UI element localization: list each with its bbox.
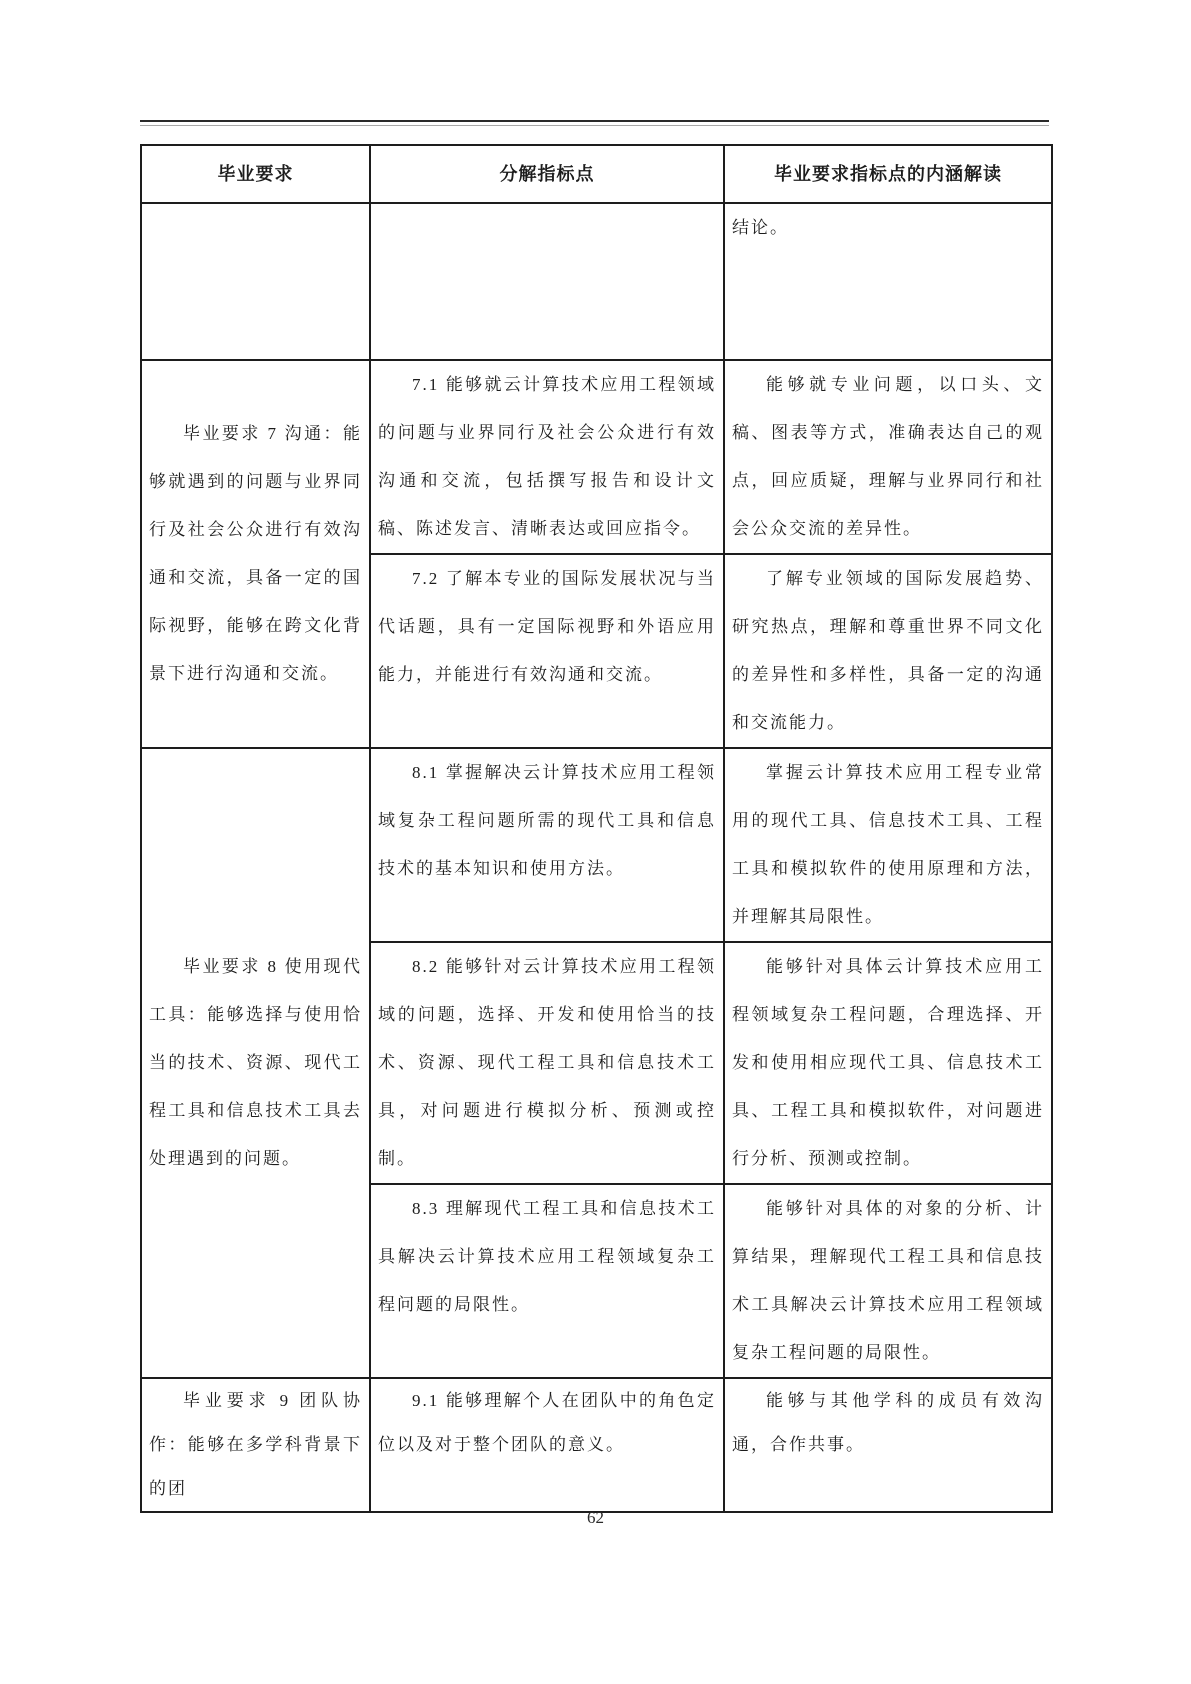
- row-indicator-9-1: [141, 1378, 1052, 1512]
- indicator-7-2-cell: [370, 554, 724, 748]
- requirement-8-cell: [141, 748, 370, 1378]
- col-header-interpretation: 毕业要求指标点的内涵解读: [724, 145, 1052, 203]
- indicator-8-3-cell: [370, 1184, 724, 1378]
- requirement-9-cell: [141, 1378, 370, 1512]
- indicator-8-2-cell: [370, 942, 724, 1184]
- requirement-7-cell: [141, 360, 370, 748]
- interpretation-8-2-text: 能够针对具体云计算技术应用工程领域复杂工程问题，合理选择、开发和使用相应现代工具、信息技术工具、工程工具和模拟软件，对问题进行分析、预测或控制。: [732, 957, 1044, 1168]
- interpretation-9-1-text: 能够与其他学科的成员有效沟通，合作共事。: [732, 1391, 1044, 1454]
- graduation-requirements-table: [140, 144, 1053, 1513]
- carryover-row: [141, 203, 1052, 360]
- interpretation-7-1-text: 能够就专业问题，以口头、文稿、图表等方式，准确表达自己的观点，回应质疑，理解与业界同行和社会公众交流的差异性。: [732, 375, 1044, 538]
- indicator-9-1-cell: [370, 1378, 724, 1512]
- interpretation-7-2-text: 了解专业领域的国际发展趋势、研究热点，理解和尊重世界不同文化的差异性和多样性，具备一定的沟通和交流能力。: [732, 569, 1044, 732]
- indicator-7-2-text: 7.2 了解本专业的国际发展状况与当代话题，具有一定国际视野和外语应用能力，并能进行有效沟通和交流。: [378, 569, 716, 684]
- interpretation-7-2-cell: [724, 554, 1052, 748]
- interpretation-9-1-cell: [724, 1378, 1052, 1512]
- interpretation-7-1-cell: [724, 360, 1052, 554]
- requirement-8-text: 毕业要求 8 使用现代工具：能够选择与使用恰当的技术、资源、现代工程工具和信息技术工具去处理遇到的问题。: [149, 957, 362, 1168]
- interpretation-8-1-text: 掌握云计算技术应用工程专业常用的现代工具、信息技术工具、工程工具和模拟软件的使用原理和方法，并理解其局限性。: [732, 763, 1044, 926]
- indicator-9-1-text: 9.1 能够理解个人在团队中的角色定位以及对于整个团队的意义。: [378, 1391, 716, 1454]
- interpretation-8-3-text: 能够针对具体的对象的分析、计算结果，理解现代工程工具和信息技术工具解决云计算技术应用工程领域复杂工程问题的局限性。: [732, 1199, 1044, 1362]
- table-header-row: [141, 145, 1052, 203]
- requirement-9-text: 毕业要求 9 团队协作：能够在多学科背景下的团: [149, 1391, 362, 1498]
- interpretation-8-3-cell: [724, 1184, 1052, 1378]
- carryover-interpretation-text: 结论。: [732, 218, 789, 237]
- col-header-requirement: 毕业要求: [141, 145, 370, 203]
- interpretation-8-1-cell: [724, 748, 1052, 942]
- col-header-indicator: 分解指标点: [370, 145, 724, 203]
- requirement-7-text: 毕业要求 7 沟通：能够就遇到的问题与业界同行及社会公众进行有效沟通和交流，具备一定的国际视野，能够在跨文化背景下进行沟通和交流。: [149, 424, 362, 683]
- page-number: 62: [587, 1508, 604, 1527]
- carryover-indicator-cell: [370, 203, 724, 360]
- row-indicator-7-1: [141, 360, 1052, 554]
- indicator-8-2-text: 8.2 能够针对云计算技术应用工程领域的问题，选择、开发和使用恰当的技术、资源、现代工程工具和信息技术工具，对问题进行模拟分析、预测或控制。: [378, 957, 716, 1168]
- indicator-8-1-text: 8.1 掌握解决云计算技术应用工程领域复杂工程问题所需的现代工具和信息技术的基本知识和使用方法。: [378, 763, 716, 878]
- carryover-requirement-cell: [141, 203, 370, 360]
- indicator-7-1-text: 7.1 能够就云计算技术应用工程领域的问题与业界同行及社会公众进行有效沟通和交流，包括撰写报告和设计文稿、陈述发言、清晰表达或回应指令。: [378, 375, 716, 538]
- row-indicator-8-1: [141, 748, 1052, 942]
- indicator-8-1-cell: [370, 748, 724, 942]
- header-rule: [140, 120, 1049, 126]
- indicator-7-1-cell: [370, 360, 724, 554]
- indicator-8-3-text: 8.3 理解现代工程工具和信息技术工具解决云计算技术应用工程领域复杂工程问题的局限性。: [378, 1199, 716, 1314]
- interpretation-8-2-cell: [724, 942, 1052, 1184]
- carryover-interpretation-cell: [724, 203, 1052, 360]
